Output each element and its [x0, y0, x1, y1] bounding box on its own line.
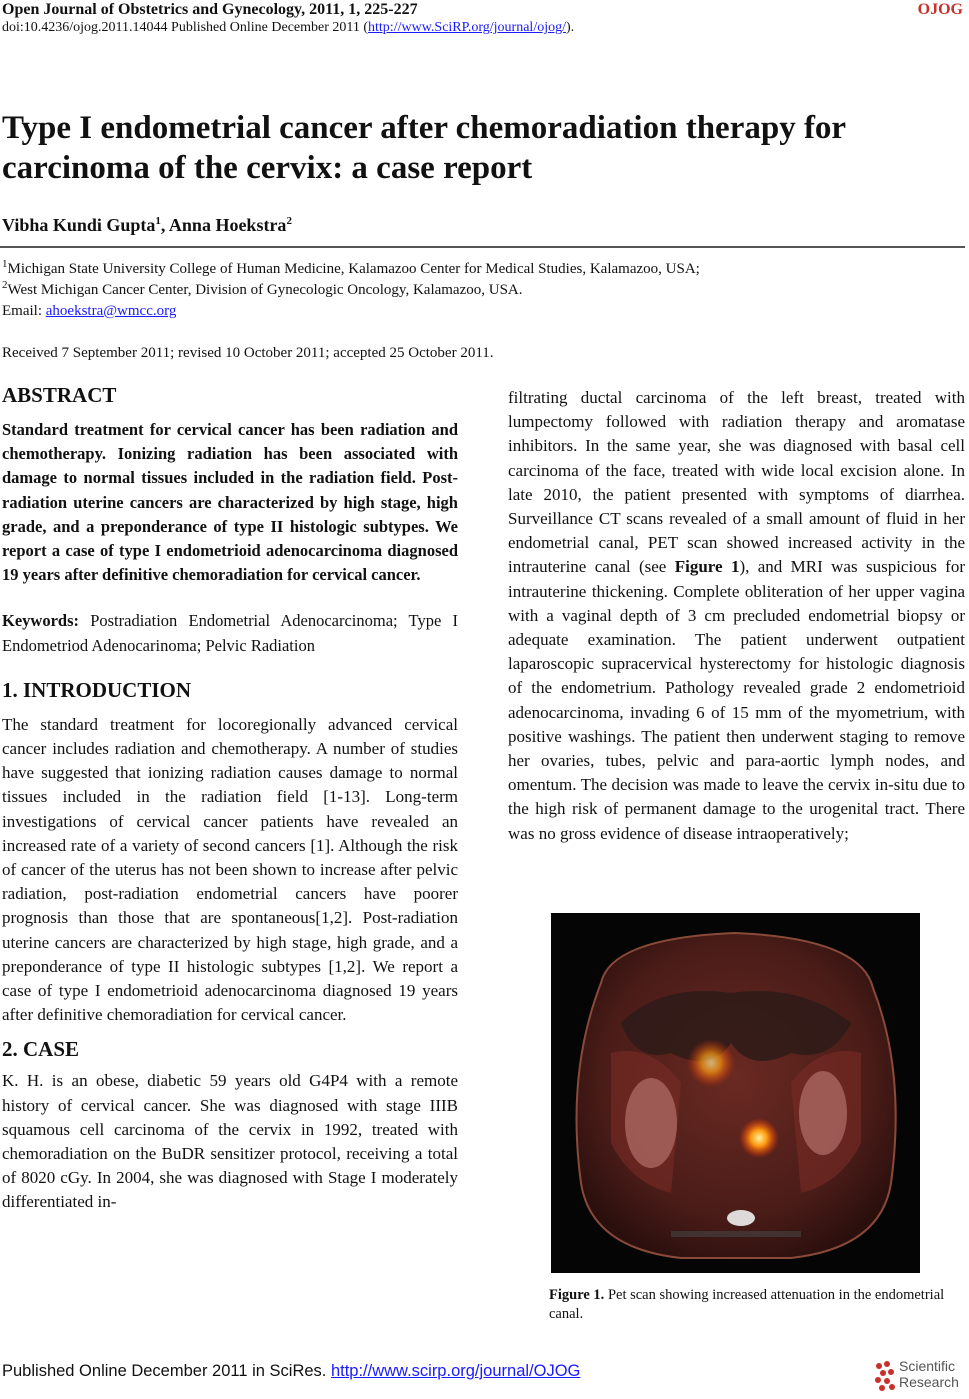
- affiliation-text: Michigan State University College of Human Medicine, Kalamazoo Center for Medical Studies, Kalamazoo, USA;: [7, 261, 700, 277]
- affiliation-item: [2, 280, 700, 301]
- abstract-body: Standard treatment for cervical cancer has been radiation and chemotherapy. Ionizing radiation has been associated with damage to normal tissues included in the radiation field. Post-radiation uterine cancers are characterized by high stage, high grade, and a preponderance of type II histologic subtypes. We report a case of type I endometrioid adenocarcinoma diagnosed 19 years after definitive chemoradiation for cervical cancer.: [2, 420, 458, 585]
- journal-short-name: OJOG: [917, 1, 963, 18]
- affiliation-number: 1: [2, 258, 8, 270]
- figure-label: Figure 1.: [549, 1287, 605, 1303]
- author-name: Vibha Kundi Gupta: [2, 215, 156, 235]
- affiliation-number: 2: [2, 279, 8, 291]
- received-dates: Received 7 September 2011; revised 10 October 2011; accepted 25 October 2011.: [2, 345, 494, 361]
- left-column: [2, 381, 458, 1215]
- publisher-name-line: Research: [899, 1374, 959, 1390]
- keywords-text: Postradiation Endometrial Adenocarcinoma; Type I Endometriod Adenocarinoma; Pelvic Radiation: [2, 611, 458, 655]
- footer: [2, 1362, 580, 1381]
- abstract-heading: ABSTRACT: [2, 383, 117, 407]
- case-text: ), and MRI was suspicious for intrauterine thickening. Complete obliteration of her upper vagina with a vaginal depth of 3 cm precluded endometrial biopsy or adequate examination. The patient underwent outpatient laparoscopic supracervical hysterectomy for histologic diagnosis of the endometrium. Pathology revealed grade 2 endometrioid adenocarcinoma, invading 6 of 15 mm of the myometrium, with positive washings. The patient then underwent staging to remove her ovaries, tubes, pelvic and para-aortic lymph nodes, and omentum. The decision was made to leave the cervix in-situ due to the high risk of permanent damage to the urogenital tract. There was no gross evidence of disease intraoperatively;: [508, 557, 966, 843]
- doi-line: [2, 20, 574, 36]
- affiliation-text: West Michigan Cancer Center, Division of Gynecologic Oncology, Kalamazoo, USA.: [7, 282, 523, 298]
- scirp-logo-icon: [873, 1358, 897, 1394]
- doi-suffix: ).: [566, 20, 575, 35]
- author-separator: ,: [160, 215, 169, 235]
- introduction-body: The standard treatment for locoregionally advanced cervical cancer includes radiation and chemotherapy. A number of studies have suggested that ionizing radiation causes damage to normal tissues included in the radiation field [1-13]. Long-term investigations of cervical cancer patients have revealed an increased rate of a variety of second cancers [1]. Although the risk of cancer of the uterus has not been shown to increase after pelvic radiation, post-radiation endometrial cancers have poorer prognosis than those that are spontaneous[1,2]. Post-radiation uterine cancers are characterized by high stage, high grade, and a preponderance of type II histologic subtypes [1,2]. We report a case of type I endometrioid adenocarcinoma diagnosed 19 years after definitive chemoradiation for cervical cancer.: [2, 714, 458, 1025]
- author-name: Anna Hoekstra: [168, 215, 287, 235]
- footer-url-link[interactable]: http://www.scirp.org/journal/OJOG: [330, 1362, 581, 1380]
- pet-scan-image: [551, 913, 920, 1273]
- publisher-name: [899, 1358, 959, 1390]
- author-affiliation-mark: 1: [155, 215, 161, 227]
- pet-scan-graphic: [551, 913, 920, 1273]
- introduction-heading: 1. INTRODUCTION: [2, 677, 192, 702]
- article-title: Type I endometrial cancer after chemoradiation therapy for carcinoma of the cervix: a case report: [2, 110, 846, 186]
- doi-text: doi:10.4236/ojog.2011.14044 Published Online December 2011 (: [2, 20, 369, 35]
- journal-url-link[interactable]: http://www.SciRP.org/journal/ojog/: [368, 20, 566, 35]
- email-label: Email:: [2, 303, 46, 319]
- figure-reference[interactable]: Figure 1: [674, 557, 740, 577]
- publisher-logo: [873, 1358, 965, 1394]
- figure-caption-text: Pet scan showing increased attenuation in the endometrial canal.: [549, 1287, 945, 1322]
- keywords: [2, 609, 458, 657]
- journal-citation: Open Journal of Obstetrics and Gynecology, 2011, 1, 225-227: [2, 1, 418, 18]
- publisher-name-line: Scientific: [899, 1358, 956, 1374]
- affiliation-item: [2, 259, 700, 280]
- right-column: [508, 386, 965, 846]
- affiliations: [2, 259, 700, 322]
- title-divider: [0, 246, 965, 248]
- case-text: filtrating ductal carcinoma of the left breast, treated with lumpectomy followed with radiation therapy and aromatase inhibitors. In the same year, she was diagnosed with basal cell carcinoma of the face, treated with wide local excision alone. In late 2010, the patient presented with symptoms of diarrhea. Surveillance CT scans revealed of a small amount of fluid in her endometrial canal, PET scan showed increased activity in the intrauterine canal (see: [508, 388, 965, 577]
- case-body-continued: [508, 386, 965, 846]
- keywords-label: Keywords:: [2, 611, 79, 631]
- footer-text: Published Online December 2011 in SciRes.: [2, 1362, 331, 1380]
- author-list: [2, 215, 292, 236]
- case-heading: 2. CASE: [2, 1037, 80, 1062]
- email-line: [2, 301, 700, 322]
- author-affiliation-mark: 2: [286, 215, 292, 227]
- email-link[interactable]: ahoekstra@wmcc.org: [45, 303, 177, 319]
- figure-caption: [549, 1286, 949, 1324]
- case-body: K. H. is an obese, diabetic 59 years old G4P4 with a remote history of cervical cancer. She was diagnosed with stage IIIB squamous cell carcinoma of the cervix in 1992, treated with chemoradiation on the BuDR sensitizer protocol, receiving a total of 8020 cGy. In 2004, she was diagnosed with Stage I moderately differentiated in-: [2, 1071, 458, 1212]
